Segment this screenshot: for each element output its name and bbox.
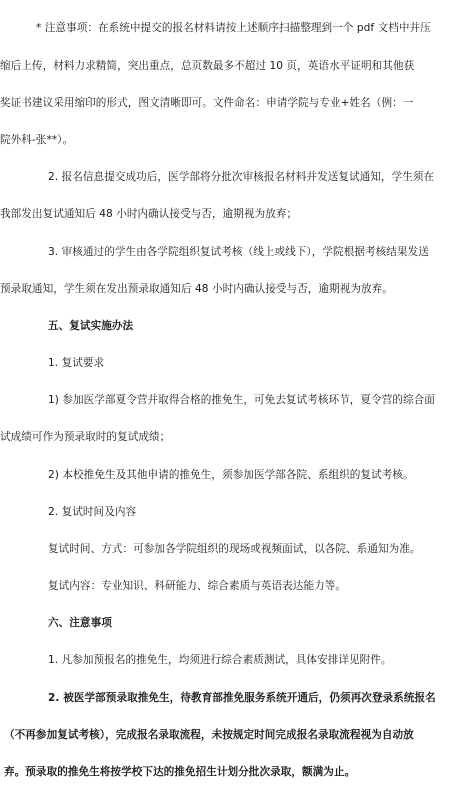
item-3-line-2: 预录取通知，学生须在发出预录取通知后 48 小时内确认接受与否，逾期视为放弃。 <box>0 283 393 295</box>
req-2-line: 2) 本校推免生及其他申请的推免生，须参加医学部各院、系组织的复试考核。 <box>48 469 414 481</box>
item-3-line-1: 3. 审核通过的学生由各学院组织复试考核（线上或线下），学院根据考核结果发送 <box>48 246 429 258</box>
note-6-2-line-3: 弃。预录取的推免生将按学校下达的推免招生计划分批次录取，额满为止。 <box>4 766 356 778</box>
note-paragraph-line-2: 缩后上传，材料力求精简，突出重点，总页数最多不超过 10 页，英语水平证明和其他获 <box>0 60 415 72</box>
sub-1-heading: 1. 复试要求 <box>48 357 105 369</box>
note-6-2-line-2: （不再参加复试考核），完成报名录取流程，未按规定时间完成报名录取流程视为自动放 <box>4 729 414 741</box>
interview-content-line: 复试内容：专业知识、科研能力、综合素质与英语表达能力等。 <box>48 580 347 592</box>
req-1-line-2: 试成绩可作为预录取时的复试成绩； <box>0 431 171 443</box>
section-6-heading: 六、注意事项 <box>48 617 112 629</box>
req-1-line-1: 1) 参加医学部夏令营并取得合格的推免生，可免去复试考核环节，夏令营的综合面 <box>48 394 435 406</box>
note-6-1-line: 1. 凡参加预报名的推免生，均须进行综合素质测试，具体安排详见附件。 <box>48 654 392 666</box>
note-6-2-line-1: 2. 被医学部预录取推免生，待教育部推免服务系统开通后，仍须再次登录系统报名 <box>48 692 436 704</box>
note-paragraph-line-3: 奖证书建议采用缩印的形式，图文清晰即可。文件命名：申请学院与专业+姓名（例：一 <box>0 97 414 109</box>
note-paragraph-line-1: * 注意事项：在系统中提交的报名材料请按上述顺序扫描整理到一个 pdf 文档中并压 <box>36 22 431 34</box>
note-paragraph-line-4: 院外科-张**）。 <box>0 134 74 146</box>
interview-time-line: 复试时间、方式：可参加各学院组织的现场或视频面试，以各院、系通知为准。 <box>48 543 421 555</box>
item-2-line-1: 2. 报名信息提交成功后，医学部将分批次审核报名材料并发送复试通知，学生须在 <box>48 171 435 183</box>
sub-2-heading: 2. 复试时间及内容 <box>48 506 137 518</box>
section-5-heading: 五、复试实施办法 <box>48 320 134 332</box>
item-2-line-2: 我部发出复试通知后 48 小时内确认接受与否，逾期视为放弃； <box>0 208 298 220</box>
